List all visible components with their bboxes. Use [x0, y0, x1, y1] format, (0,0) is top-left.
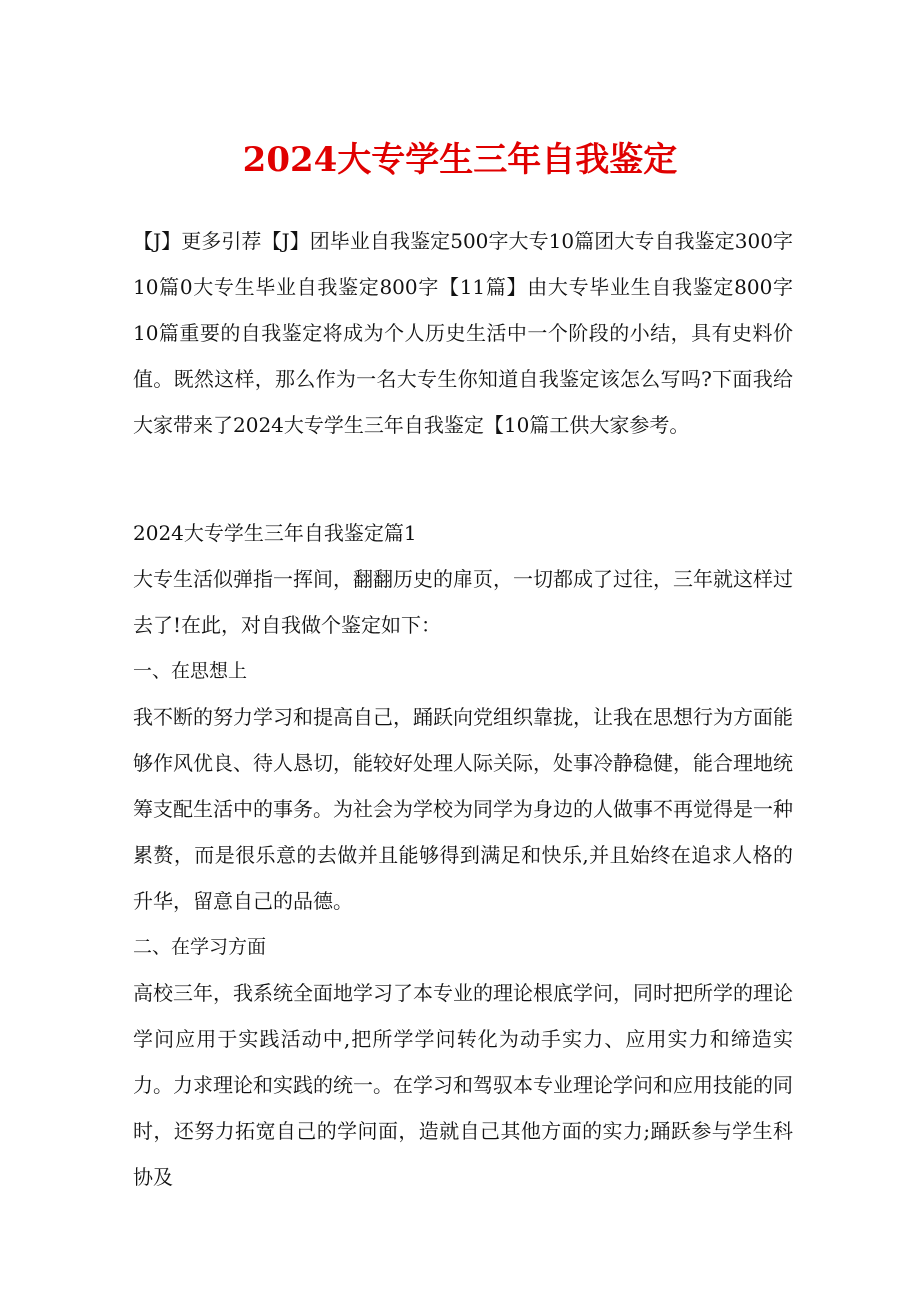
section-paragraph-thought: 我不断的努力学习和提高自己，踊跃向党组织靠拢，让我在思想行为方面能够作风优良、待人恳切，能较好处理人际关际，处事冷静稳健，能合理地统筹支配生活中的事务。为社会为学校为同学为身边的人做事不再觉得是一种累赘，而是很乐意的去做并且能够得到满足和快乐,并且始终在追求人格的升华，留意自己的品德。 — [133, 705, 793, 913]
section-heading-thought: 一、在思想上 — [133, 660, 248, 682]
section-paragraph-study: 高校三年，我系统全面地学习了本专业的理论根底学问，同时把所学的理论学问应用于实践活动中,把所学学问转化为动手实力、应用实力和缔造实力。力求理论和实践的统一。在学习和驾驭本专业理论学问和应用技能的同时，还努力拓宽自己的学问面，造就自己其他方面的实力;踊跃参与学生科协及 — [133, 981, 793, 1189]
document-title: 2024大专学生三年自我鉴定 — [242, 140, 678, 180]
opening-paragraph: 大专生活似弹指一挥间，翻翻历史的扉页，一切都成了过往，三年就这样过去了!在此，对自我做个鉴定如下： — [133, 567, 793, 637]
article-heading: 2024大专学生三年自我鉴定篇1 — [133, 521, 417, 545]
article-body — [133, 510, 793, 1200]
intro-paragraph: 【J】更多引荐【J】团毕业自我鉴定500字大专10篇团大专自我鉴定300字10篇0大专生毕业自我鉴定800字【11篇】由大专毕业生自我鉴定800字10篇重要的自我鉴定将成为个人历史生活中一个阶段的小结，具有史料价值。既然这样，那么作为一名大专生你知道自我鉴定该怎么写吗?下面我给大家带来了2024大专学生三年自我鉴定【10篇工供大家参考。 — [133, 229, 793, 437]
section-heading-study: 二、在学习方面 — [133, 936, 267, 958]
